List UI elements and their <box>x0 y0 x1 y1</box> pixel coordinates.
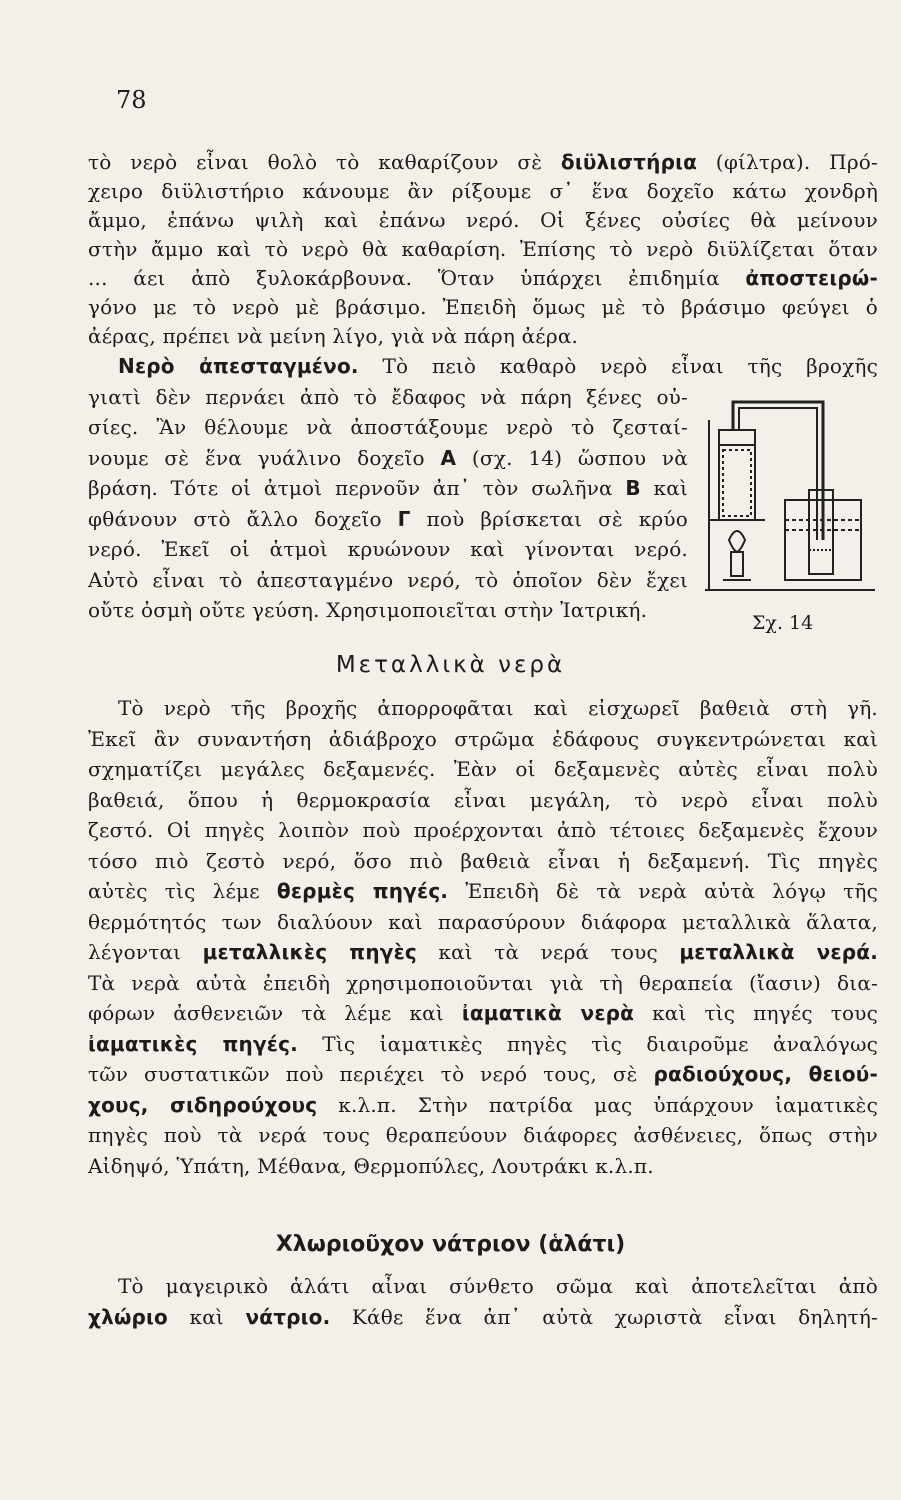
text-run: ἄμμο, ἐπάνω ψιλὴ καὶ ἐπάνω νερό. Οἱ ξένες οὐσίες θὰ μείνουν <box>88 208 878 232</box>
text-run: κ.λ.π. Στὴν πατρίδα μας ὑπάρχουν ἰαματικὲς <box>317 1092 878 1117</box>
text-run: Τὸ νερὸ τῆς βροχῆς ἀπορροφᾶται καὶ εἰσχωρεῖ βαθειὰ στὴ γῆ. <box>118 696 878 720</box>
bold-term: χλώριο <box>88 1305 168 1329</box>
text-run: ζεστό. Οἱ πηγὲς λοιπὸν ποὺ προέρχονται ἀπὸ τέτοιες δεξαμενὲς ἔχουν <box>88 818 878 842</box>
bold-term: ἰαματικὰ νερὰ <box>461 1001 635 1025</box>
text-line <box>118 694 878 722</box>
bold-term: διϋλιστήρια <box>560 150 698 174</box>
text-line <box>88 877 878 905</box>
text-run: τῶν συστατικῶν ποὺ περιέχει τὸ νερό τους, σὲ <box>88 1062 654 1086</box>
distillation-apparatus-figure <box>705 390 875 600</box>
text-line <box>88 413 688 441</box>
text-run: Τὶς ἰαματικὲς πηγὲς τὶς διαιροῦμε ἀναλόγως <box>297 1031 878 1056</box>
text-run: Ἐκεῖ ἂν συναντήση ἀδιάβροχο στρῶμα ἐδάφους συγκεντρώνεται καὶ <box>88 726 878 751</box>
text-line <box>88 755 878 783</box>
text-line <box>88 725 878 753</box>
text-line <box>88 264 878 292</box>
section-title-mineral-waters: Μεταλλικὰ νερὰ <box>335 652 566 678</box>
bold-term: Γ <box>397 506 411 531</box>
bold-term: ἰαματικὲς πηγές. <box>88 1031 298 1056</box>
text-line <box>88 938 878 966</box>
text-run: (σχ. 14) ὥσπου νὰ <box>456 445 688 470</box>
text-run: τὸ νερὸ εἶναι θολὸ τὸ καθαρίζουν σὲ <box>88 150 561 174</box>
text-line <box>88 969 878 997</box>
text-run: Αἰδηψό, Ὑπάτη, Μέθανα, Θερμοπύλες, Λουτράκι κ.λ.π. <box>88 1153 654 1178</box>
text-run: Ἐπειδὴ δὲ τὰ νερὰ αὐτὰ λόγῳ τῆς <box>448 879 878 903</box>
text-line <box>88 816 878 844</box>
text-run: βράση. Τότε οἱ ἀτμοὶ περνοῦν ἀπ᾽ τὸν σωλῆνα <box>88 476 626 500</box>
text-line <box>88 293 878 321</box>
text-line <box>88 444 688 472</box>
text-run: καὶ <box>168 1305 246 1329</box>
text-run: γιατὶ δὲν περνάει ἀπὸ τὸ ἔδαφος νὰ πάρη ξένες οὐ- <box>88 384 688 409</box>
text-run: Τὰ νερὰ αὐτὰ ἐπειδὴ χρησιμοποιοῦνται γιὰ τὴ θεραπεία (ἴασιν) δια- <box>88 970 878 995</box>
text-run: αὐτὲς τὶς λέμε <box>88 879 277 903</box>
text-run: λέγονται <box>88 940 203 964</box>
text-run: νουμε σὲ ἕνα γυάλινο δοχεῖο <box>88 445 441 470</box>
text-line <box>118 352 878 380</box>
section-title-sodium-chloride: Χλωριοῦχον νάτριον (ἁλάτι) <box>275 1232 626 1257</box>
bold-term: Β <box>625 476 641 500</box>
text-line <box>88 1121 878 1149</box>
text-line <box>88 206 878 234</box>
text-run: σίες. Ἂν θέλουμε νὰ ἀποστάξουμε νερὸ τὸ ζεσταί- <box>88 415 688 439</box>
bold-term: ἀποστειρώ- <box>745 266 878 290</box>
text-run: φθάνουν στὸ ἄλλο δοχεῖο <box>88 506 398 531</box>
text-run: βαθειά, ὅπου ἡ θερμοκρασία εἶναι μεγάλη, τὸ νερὸ εἶναι πολὺ <box>88 787 878 812</box>
text-run: καὶ τὰ νερά τους <box>416 940 680 964</box>
text-run: καὶ <box>640 476 688 500</box>
text-run: φόρων ἀσθενειῶν τὰ λέμε καὶ <box>88 1001 462 1025</box>
bold-term: θερμὲς πηγές. <box>276 879 449 903</box>
text-line <box>88 1091 878 1119</box>
text-line <box>88 847 878 875</box>
text-line <box>88 177 878 205</box>
text-line <box>88 383 688 411</box>
text-run: Αὐτὸ εἶναι τὸ ἀπεσταγμένο νερό, τὸ ὁποῖον δὲν ἔχει <box>88 567 688 592</box>
bold-term: Α <box>440 445 457 470</box>
text-line <box>118 1272 878 1300</box>
text-line <box>88 566 688 594</box>
text-line <box>88 1303 878 1331</box>
text-line <box>88 1030 878 1058</box>
text-line <box>88 235 878 263</box>
text-line <box>88 908 878 936</box>
text-run: σχηματίζει μεγάλες δεξαμενές. Ἐὰν οἱ δεξαμενὲς αὐτὲς εἶναι πολὺ <box>88 757 878 781</box>
text-run: καὶ τὶς πηγές τους <box>634 1001 878 1025</box>
text-line <box>88 596 688 624</box>
text-line <box>88 999 878 1027</box>
bold-term: νάτριο. <box>245 1305 331 1329</box>
text-run: Κάθε ἕνα ἀπ᾽ αὐτὰ χωριστὰ εἶναι δηλητή- <box>330 1305 879 1329</box>
text-run: γόνο με τὸ νερὸ μὲ βράσιμο. Ἐπειδὴ ὅμως μὲ τὸ βράσιμο φεύγει ὁ <box>88 295 878 319</box>
text-run: στὴν ἄμμο καὶ τὸ νερὸ θὰ καθαρίση. Ἐπίσης τὸ νερὸ διϋλίζεται ὅταν <box>88 237 878 261</box>
text-line <box>88 322 878 350</box>
text-line <box>88 474 688 502</box>
text-run: ποὺ βρίσκεται σὲ κρύο <box>410 506 688 531</box>
text-run: νερό. Ἐκεῖ οἱ ἀτμοὶ κρυώνουν καὶ γίνονται νερό. <box>88 537 688 561</box>
page-number: 78 <box>116 86 147 114</box>
text-run: ἀέρας, πρέπει νὰ μείνη λίγο, γιὰ νὰ πάρη ἀέρα. <box>88 324 579 348</box>
bold-term: ραδιούχους, θειού- <box>653 1062 878 1086</box>
text-run: οὔτε ὀσμὴ οὔτε γεύση. Χρησιμοποιεῖται στὴν Ἰατρική. <box>88 598 648 622</box>
bold-term: Νερὸ ἀπεσταγμένο. <box>118 354 359 378</box>
bold-term: μεταλλικὰ νερά. <box>679 940 879 964</box>
text-run: ... άει ἀπὸ ξυλοκάρβουνα. Ὅταν ὑπάρχει ἐπιδημία <box>88 266 746 290</box>
text-line <box>88 786 878 814</box>
text-run: τόσο πιὸ ζεστὸ νερό, ὅσο πιὸ βαθειὰ εἶναι ἡ δεξαμενή. Τὶς πηγὲς <box>88 848 878 873</box>
bold-term: μεταλλικὲς πηγὲς <box>202 940 417 964</box>
text-line <box>88 148 878 176</box>
text-line <box>88 1152 878 1180</box>
text-line <box>88 505 688 533</box>
text-run: Τὸ μαγειρικὸ ἁλάτι αἶναι σύνθετο σῶμα καὶ ἀποτελεῖται ἀπὸ <box>118 1274 878 1298</box>
text-run: πηγὲς ποὺ τὰ νερά τους θεραπεύουν διάφορες ἀσθένειες, ὅπως στὴν <box>88 1123 878 1147</box>
text-line <box>88 535 688 563</box>
text-run: θερμότητός των διαλύουν καὶ παρασύρουν διάφορα μεταλλικὰ ἅλατα, <box>88 909 878 934</box>
text-line <box>88 1060 878 1088</box>
figure-caption: Σχ. 14 <box>752 612 814 634</box>
text-run: χειρο διϋλιστήριο κάνουμε ἂν ρίξουμε σ᾽ ἕνα δοχεῖο κάτω χονδρὴ <box>88 179 878 203</box>
text-run: (φίλτρα). Πρό- <box>697 150 878 174</box>
text-run: Τὸ πειὸ καθαρὸ νερὸ εἶναι τῆς βροχῆς <box>358 354 879 378</box>
bold-term: χους, σιδηρούχους <box>88 1092 318 1117</box>
